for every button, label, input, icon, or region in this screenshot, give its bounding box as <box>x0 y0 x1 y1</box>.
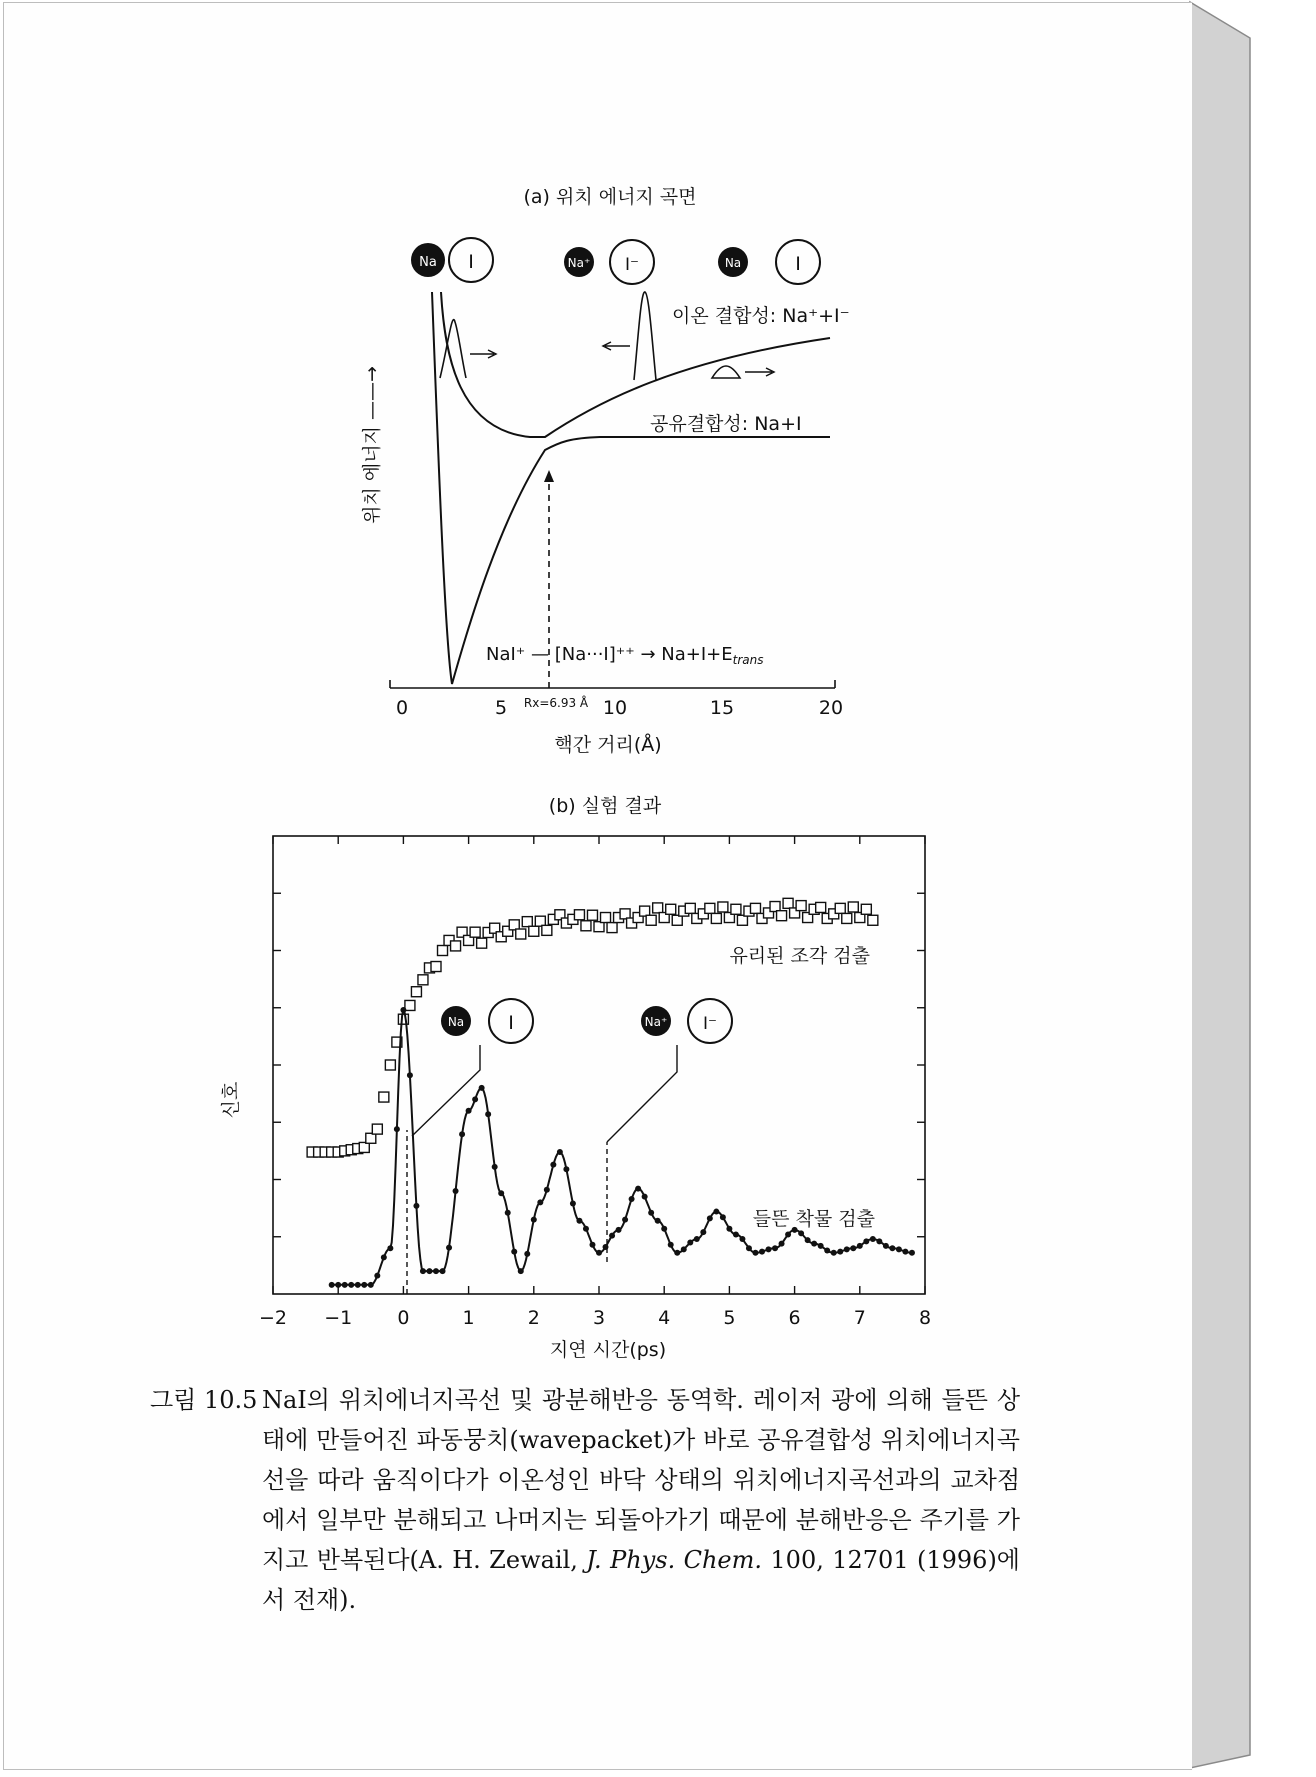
figure-b-xtick: −2 <box>258 1307 288 1329</box>
free-fragment-point <box>470 927 480 937</box>
figure-b-xtick: −1 <box>324 1307 353 1329</box>
figure-b-experiment <box>0 780 1316 1370</box>
excited-complex-point <box>863 1238 869 1244</box>
figure-a-potential-energy <box>0 0 1316 780</box>
excited-complex-point <box>857 1243 863 1249</box>
excited-complex-point <box>420 1268 426 1274</box>
figure-a-title: (a) 위치 에너지 곡면 <box>523 186 697 208</box>
free-fragment-point <box>705 903 715 913</box>
wavepacket-3 <box>712 366 740 378</box>
free-fragment-point <box>418 975 428 985</box>
free-fragment-point <box>777 911 787 921</box>
excited-complex-point <box>655 1218 661 1224</box>
free-fragment-point <box>601 913 611 923</box>
figure-a-xlabel: 핵간 거리(Å) <box>554 734 662 756</box>
rx-arrow-head <box>544 470 554 482</box>
rx-label: Rx=6.93 Å <box>523 696 589 710</box>
atom-pair-b1 <box>441 999 533 1043</box>
excited-complex-point <box>400 1007 406 1013</box>
excited-complex-point <box>902 1249 908 1255</box>
free-fragment-point <box>438 946 448 956</box>
excited-complex-point <box>824 1247 830 1253</box>
figure-b-xtick: 1 <box>462 1307 475 1329</box>
ionic-curve <box>432 292 830 684</box>
figure-a-xtick: 0 <box>395 697 409 719</box>
arrow-right-3 <box>745 368 774 376</box>
excited-complex-point <box>661 1226 667 1232</box>
free-fragment-point <box>581 921 591 931</box>
excited-complex-point <box>850 1245 856 1251</box>
excited-complex-point <box>531 1217 537 1223</box>
excited-complex-point <box>544 1187 550 1193</box>
excited-complex-point <box>329 1282 335 1288</box>
excited-complex-point <box>707 1215 713 1221</box>
free-fragment-point <box>711 913 721 923</box>
excited-complex-point <box>518 1268 524 1274</box>
free-fragment-point <box>477 938 487 948</box>
excited-complex-point <box>466 1108 472 1114</box>
free-fragment-point <box>385 1060 395 1070</box>
free-fragment-point <box>372 1124 382 1134</box>
excited-complex-point <box>889 1245 895 1251</box>
excited-complex-point <box>505 1210 511 1216</box>
figure-a-xtick: 5 <box>494 697 508 719</box>
free-fragment-point <box>796 901 806 911</box>
figure-b-xtick: 7 <box>853 1307 866 1329</box>
free-fragment-point <box>848 902 858 912</box>
excited-complex-point <box>648 1210 654 1216</box>
excited-complex-point <box>459 1131 465 1137</box>
figure-caption <box>150 1380 1020 1620</box>
excited-complex-point <box>713 1209 719 1215</box>
excited-complex-point <box>557 1149 563 1155</box>
excited-complex-point <box>576 1218 582 1224</box>
excited-complex-point <box>511 1249 517 1255</box>
figure-b-xtick: 4 <box>658 1307 671 1329</box>
free-fragment-point <box>451 941 461 951</box>
excited-complex-point <box>453 1188 459 1194</box>
free-fragment-point <box>868 915 878 925</box>
free-fragment-point <box>731 904 741 914</box>
free-fragment-point <box>574 910 584 920</box>
excited-complex-point <box>752 1250 758 1256</box>
free-fragment-point <box>607 923 617 933</box>
excited-complex-point <box>746 1245 752 1251</box>
excited-complex-point <box>596 1250 602 1256</box>
ionic-curve-label: 이온 결합성: Na⁺+I⁻ <box>672 305 850 327</box>
figure-b-xtick-labels <box>259 1307 931 1329</box>
atom-label: Na⁺ <box>567 256 591 270</box>
excited-complex-point <box>726 1226 732 1232</box>
figure-b-ylabel: 신호 <box>220 1081 242 1119</box>
excited-complex-point <box>616 1227 622 1233</box>
excited-complex-point <box>811 1241 817 1247</box>
atom-label: Na⁺ <box>644 1015 668 1029</box>
caption-tail: 100, 12701 (1996)에서 전재). <box>262 1546 1020 1614</box>
excited-complex-point <box>779 1241 785 1247</box>
figure-a-ylabel: 위치 에너지 ——→ <box>361 366 383 524</box>
excited-complex-point <box>766 1246 772 1252</box>
excited-complex-point <box>472 1096 478 1102</box>
excited-complex-point <box>668 1242 674 1248</box>
arrow-right-1 <box>470 350 496 358</box>
atom-label: I <box>468 251 474 273</box>
free-fragment-point <box>405 1000 415 1010</box>
excited-complex-point <box>589 1242 595 1248</box>
excited-complex-point <box>818 1243 824 1249</box>
excited-complex-point <box>537 1199 543 1205</box>
excited-complex-point <box>759 1249 765 1255</box>
atom-label: I⁻ <box>625 255 639 275</box>
excited-complex-point <box>870 1236 876 1242</box>
arrow-left-2 <box>603 342 630 350</box>
excited-complex-points <box>329 1007 915 1288</box>
figure-b-xtick: 0 <box>397 1307 410 1329</box>
figure-a-xtick: 15 <box>709 697 735 719</box>
atom-label: I <box>795 253 801 275</box>
figure-a-xtick: 20 <box>818 697 844 719</box>
excited-complex-point <box>394 1126 400 1132</box>
figure-b-title: (b) 실험 결과 <box>548 795 662 817</box>
excited-complex-point <box>407 1072 413 1078</box>
figure-a-xtick: 10 <box>602 697 628 719</box>
excited-complex-point <box>674 1250 680 1256</box>
excited-complex-point <box>883 1243 889 1249</box>
excited-complex-point <box>772 1245 778 1251</box>
free-fragment-point <box>816 902 826 912</box>
free-fragment-point <box>379 1092 389 1102</box>
excited-complex-point <box>498 1190 504 1196</box>
excited-complex-point <box>837 1249 843 1255</box>
excited-complex-point <box>413 1203 419 1209</box>
free-fragment-point <box>861 904 871 914</box>
reaction-label: NaI⁺ — $[Na\cdot\cdot\cdot I]^{++} \to Na+I+E_{trans}$ <box>486 644 764 667</box>
excited-complex-point <box>733 1231 739 1237</box>
excited-complex-point <box>629 1196 635 1202</box>
figure-b-xtick: 8 <box>918 1307 932 1329</box>
caption-label: 그림 10.5 <box>150 1386 258 1414</box>
excited-complex-point <box>635 1186 641 1192</box>
excited-complex-point <box>440 1268 446 1274</box>
excited-complex-point <box>798 1230 804 1236</box>
figure-b-xlabel: 지연 시간(ps) <box>549 1339 667 1361</box>
free-fragment-point <box>835 903 845 913</box>
free-fragment-series <box>307 898 878 1157</box>
free-fragment-point <box>587 910 597 920</box>
figure-b-xtick: 6 <box>788 1307 801 1329</box>
figure-b-xtick: 2 <box>527 1307 540 1329</box>
excited-complex-point <box>583 1226 589 1232</box>
excited-complex-point <box>524 1251 530 1257</box>
excited-complex-point <box>374 1273 380 1279</box>
excited-complex-point <box>387 1245 393 1251</box>
excited-complex-point <box>720 1214 726 1220</box>
free-fragment-point <box>516 929 526 939</box>
free-fragment-point <box>542 925 552 935</box>
atom-pair-3 <box>718 240 820 284</box>
excited-complex-point <box>700 1229 706 1235</box>
free-fragment-point <box>666 904 676 914</box>
excited-complex-point <box>433 1268 439 1274</box>
free-fragment-point <box>685 903 695 913</box>
free-fragment-point <box>529 926 539 936</box>
excited-complex-point <box>479 1085 485 1091</box>
excited-complex-point <box>492 1164 498 1170</box>
free-fragment-point <box>431 962 441 972</box>
excited-complex-point <box>609 1233 615 1239</box>
excited-complex-point <box>622 1217 628 1223</box>
excited-complex-point <box>550 1162 556 1168</box>
excited-complex-point <box>831 1250 837 1256</box>
excited-complex-point <box>570 1201 576 1207</box>
excited-complex-point <box>342 1282 348 1288</box>
excited-complex-point <box>368 1282 374 1288</box>
excited-complex-point <box>785 1231 791 1237</box>
excited-complex-point <box>426 1268 432 1274</box>
free-fragment-point <box>718 902 728 912</box>
atom-label: I <box>508 1012 514 1034</box>
excited-complex-line <box>332 1010 912 1285</box>
excited-complex-point <box>381 1254 387 1260</box>
wavepacket-2 <box>634 292 656 380</box>
excited-complex-point <box>485 1111 491 1117</box>
atom-pair-2 <box>564 240 654 284</box>
excited-complex-point <box>805 1237 811 1243</box>
atom-label: I⁻ <box>703 1014 717 1034</box>
excited-complex-point <box>687 1239 693 1245</box>
free-fragment-point <box>411 987 421 997</box>
free-fragment-point <box>783 898 793 908</box>
covalent-curve-label: 공유결합성: Na+I <box>650 413 802 435</box>
excited-complex-point <box>681 1246 687 1252</box>
excited-complex-point <box>694 1236 700 1242</box>
excited-complex-point <box>446 1245 452 1251</box>
free-fragment-point <box>522 917 532 927</box>
excited-complex-point <box>896 1246 902 1252</box>
excited-complex-point <box>739 1236 745 1242</box>
atom-pair-b2 <box>641 999 732 1043</box>
excited-complex-point <box>348 1282 354 1288</box>
caption-body: NaI의 위치에너지곡선 및 광분해반응 동역학. 레이저 광에 의해 들뜬 상태에 만들어진 파동뭉치(wavepacket)가 바로 공유결합성 위치에너지곡선을 따라 움직이다가 이온성인 바닥 상태의 위치에너지곡선과의 교차점에서 일부만 분해되고 나머지는 되돌아가기 때문에 분해반응은 주기를 가지고 반복된다(A. H. Zewail, <box>262 1386 1020 1574</box>
excited-complex-point <box>909 1250 915 1256</box>
free-fragment-label: 유리된 조각 검출 <box>729 945 870 967</box>
pointer-line-2 <box>607 1045 677 1142</box>
caption-text <box>262 1380 1020 1620</box>
atom-label: Na <box>447 1015 465 1029</box>
excited-complex-point <box>876 1238 882 1244</box>
free-fragment-point <box>653 903 663 913</box>
excited-complex-point <box>642 1194 648 1200</box>
atom-label: Na <box>419 255 437 270</box>
excited-complex-point <box>355 1282 361 1288</box>
free-fragment-point <box>842 913 852 923</box>
free-fragment-point <box>646 915 656 925</box>
caption-journal: J. Phys. Chem. <box>586 1546 763 1574</box>
excited-complex-label: 들뜬 착물 검출 <box>752 1208 875 1230</box>
atom-pair-1 <box>411 238 493 282</box>
figure-b-xtick: 3 <box>592 1307 606 1329</box>
pointer-line-1 <box>412 1045 480 1136</box>
excited-complex-point <box>563 1166 569 1172</box>
free-fragment-point <box>750 903 760 913</box>
atom-label: Na <box>724 256 742 270</box>
excited-complex-point <box>335 1282 341 1288</box>
excited-complex-point <box>844 1246 850 1252</box>
excited-complex-point <box>361 1282 367 1288</box>
figure-b-xtick: 5 <box>723 1307 736 1329</box>
